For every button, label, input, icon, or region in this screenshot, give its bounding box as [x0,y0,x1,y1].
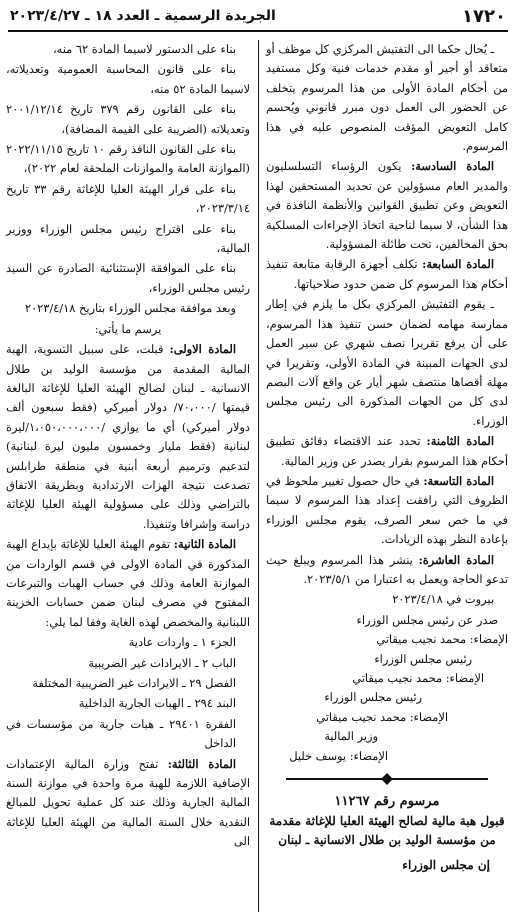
left-paragraph [6,259,250,298]
paragraph-text: البند ٢٩٤ ـ الهبات الجارية الداخلية [78,696,236,711]
signature-line: وزير المالية [324,729,378,744]
paragraph-text: تحدد عند الاقتضاء دقائق تطبيق أحكام هذا المرسوم بقرار يصدر عن وزير المالية. [266,434,508,468]
right-paragraph [266,551,508,590]
right-paragraph [266,40,508,156]
article-heading: المادة الثالثة: [167,756,236,771]
signature-line: الإمضاء: محمد نجيب ميقاتي [352,671,484,685]
left-paragraph [6,535,250,632]
right-paragraph [266,432,508,471]
left-paragraph [6,755,250,852]
left-paragraph [6,340,250,534]
left-paragraph [6,140,250,179]
paragraph-text: يرسم ما يأتي: [94,321,162,336]
paragraph-text: وبعد موافقة مجلس الوزراء بتاريخ ٢٠٢٣/٤/١٨ [24,301,236,316]
paragraph-text: بناء على القانون رقم ٣٧٩ تاريخ ٢٠٠١/١٢/١٤ وتعديلاته (الضريبة على القيمة المضافة)، [6,102,250,136]
left-paragraph [6,674,250,693]
right-paragraph [266,295,508,431]
paragraph-text: تكلف أجهزة الرقابة متابعة تنفيذ أحكام هذا المرسوم كل ضمن حدود صلاحياتها. [266,257,508,291]
right-column [266,40,508,875]
paragraph-text: ـ يُحال حكما الى التفتيش المركزي كل موظف أو متعاقد أو أجير أو مقدم خدمات فنية وكل مستفيد من أحكام المادة الأولى من هذا المرسوم يتخلف عن الحضور الى العمل دون مبرر قانوني ويُحسم كامل التعويض المؤقت المنصوص عليه في هذا المرسوم. [266,42,508,154]
article-heading: المادة الثامنة: [426,434,495,449]
left-paragraph [6,100,250,139]
right-paragraph [266,157,508,254]
article-heading: المادة السادسة: [411,159,494,174]
signature-line: الإمضاء: محمد نجيب ميقاتي [376,632,508,647]
signature-line: الإمضاء: محمد نجيب ميقاتي [316,709,448,724]
paragraph-text: بناء على اقتراح رئيس مجلس الوزراء ووزير المالية، [6,221,250,256]
article-heading: المادة العاشرة: [418,552,494,567]
left-column [6,40,250,853]
gazette-title: الجريدة الرسمية ـ العدد ١٨ ـ ٢٠٢٣/٤/٢٧ [10,8,276,24]
paragraph-text: بناء على الدستور لاسيما المادة ٦٢ منه، [52,42,236,56]
paragraph-text: بناء على قرار الهيئة العليا للإغاثة رقم ٣٣ تاريخ ٢٠٢٣/٣/١٤، [6,181,250,216]
left-paragraph [6,694,250,713]
paragraph-text: الجزء ١ ـ واردات عادية [128,635,236,650]
decree-number: مرسوم رقم ١١٢٦٧ [334,794,440,810]
page-header [8,6,508,32]
paragraph-text: تقوم الهيئة العليا للإغاثة بإيداع الهبة المذكورة في المادة الاولى في قسم الواردات من الموازنة العامة وذلك في حساب الهبات والتبرعات المفتوح في مصرف لبنان ضمن حسابات الخزينة اللبنانية والمخصص لهذه الغاية وفقا لما يلي: [6,537,250,629]
right-paragraphs [266,40,508,589]
paragraph-text: ينشر هذا المرسوم ويبلغ حيث تدعو الحاجة ويعمل به اعتبارا من ٢٠٢٣/٥/١. [266,552,508,586]
left-paragraph [6,180,250,219]
left-paragraph [6,715,250,754]
signature-line: صدر عن رئيس مجلس الوزراء [356,612,498,627]
left-paragraph [6,654,250,673]
left-paragraph [6,299,250,318]
page-number: ١٧٢٠ [462,6,506,27]
column-divider [258,40,259,912]
paragraph-text: يكون الرؤساء التسلسليون والمدير العام مسؤولين عن تحديد المستحقين لهذا التعويض وعن تطبيق القوانين والأنظمة النافذة في هذا الشأن، لا سيما لناحية اتخاذ الإجراءات المسلكية بحق المخالفين، تحت طائلة المسؤولية. [266,159,508,252]
paragraph-text: بناء على قانون المحاسبة العمومية وتعديلاته، لاسيما المادة ٥٢ منه، [6,62,250,96]
article-heading: المادة التاسعة: [423,473,494,488]
decree-subtitle: قبول هبة مالية لصالح الهيئة العليا للإغاثة مقدمة من مؤسسة الوليد بن طلال الانسانية ـ لبنان [269,814,505,848]
article-heading: المادة السابعة: [422,257,494,272]
signature-line: رئيس مجلس الوزراء [324,690,422,705]
left-paragraph [6,40,250,59]
paragraph-text: الفصل ٢٩ ـ الايرادات غير الضريبية المختلفة [32,676,236,690]
left-paragraph [6,220,250,259]
paragraph-text: بناء على الموافقة الإستثنائية الصادرة عن السيد رئيس مجلس الوزراء، [6,261,250,295]
signature-line: الإمضاء: يوسف خليل [289,748,388,763]
paragraph-text: ـ يقوم التفتيش المركزي بكل ما يلزم في إطار ممارسة مهامه لضمان حسن تنفيذ هذا المرسوم، على أن يرفع تقريرا نصف شهري عن سير العمل لدى الجهات المبينة في المادة الأولى، وتقريرا في مهلة أقصاها منتصف شهر أيار عن واقع آلات البصم لدى كل من الجهات المذكورة الى رئيس مجلس الوزراء. [266,297,508,428]
article-heading: المادة الثانية: [173,537,236,552]
signature-block [266,611,508,766]
right-paragraph [266,255,508,294]
paragraph-text: قبلت، على سبيل التسوية، الهبة المالية المقدمة من مؤسسة الوليد بن طلال الانسانية ـ لبنان لصالح الهيئة العليا للإغاثة البالغة قيمتها /٧٠،٠٠٠/ دولار أميركي (فقط سبعون ألف دولار أميركي) أي ما يوازي /١،٠٥٠،٠٠٠،٠٠٠/ليرة لبنانية (فقط مليار وخمسون مليون ليرة لبنانية) لتدعيم وترميم أربعة أبنية في منطقة طرابلس تصدعت نتيجة الهزات الارتدادية وبطريقة الاتفاق بالتراضي وذلك على مسؤولية الهيئة العليا للإغاثة دراسة وإشرافا وتنفيذا. [6,342,250,531]
left-paragraph [6,320,250,339]
paragraph-text: في حال حصول تغيير ملحوظ في الظروف التي رافقت إعداد هذا المرسوم لا سيما في ما خص سعر الصرف، يقوم مجلس الوزراء بإعادة النظر بهذه الزيادات. [266,473,508,547]
left-paragraph [6,633,250,652]
place-date: بيروت في ٢٠٢٣/٤/١٨ [392,592,494,607]
left-paragraph [6,60,250,99]
paragraph-text: تفتح وزارة المالية الإعتمادات الإضافية اللازمة للهبة مرة واحدة في موازنة السنة المالية الجارية وذلك عند كل عملية تحويل للمبالغ النقدية خلال السنة المالية من الهيئة العليا للإغاثة الى [6,756,250,849]
paragraph-text: الباب ٢ ـ الايرادات غير الضريبية [88,655,236,670]
right-paragraph [266,472,508,550]
decree-issuer: إن مجلس الوزراء [402,858,490,873]
paragraph-text: الفقرة ٢٩٤٠١ ـ هبات جارية من مؤسسات في الداخل [6,716,236,751]
left-paragraphs [6,40,250,852]
separator-ornament [266,772,508,786]
article-heading: المادة الاولى: [169,342,236,357]
paragraph-text: بناء على القانون النافذ رقم ١٠ تاريخ ٢٠٢٢/١١/١٥ (الموازنة العامة والموازنات الملحقة لعام ٢٠٢٢)، [6,142,250,176]
signature-line: رئيس مجلس الوزراء [374,651,472,666]
